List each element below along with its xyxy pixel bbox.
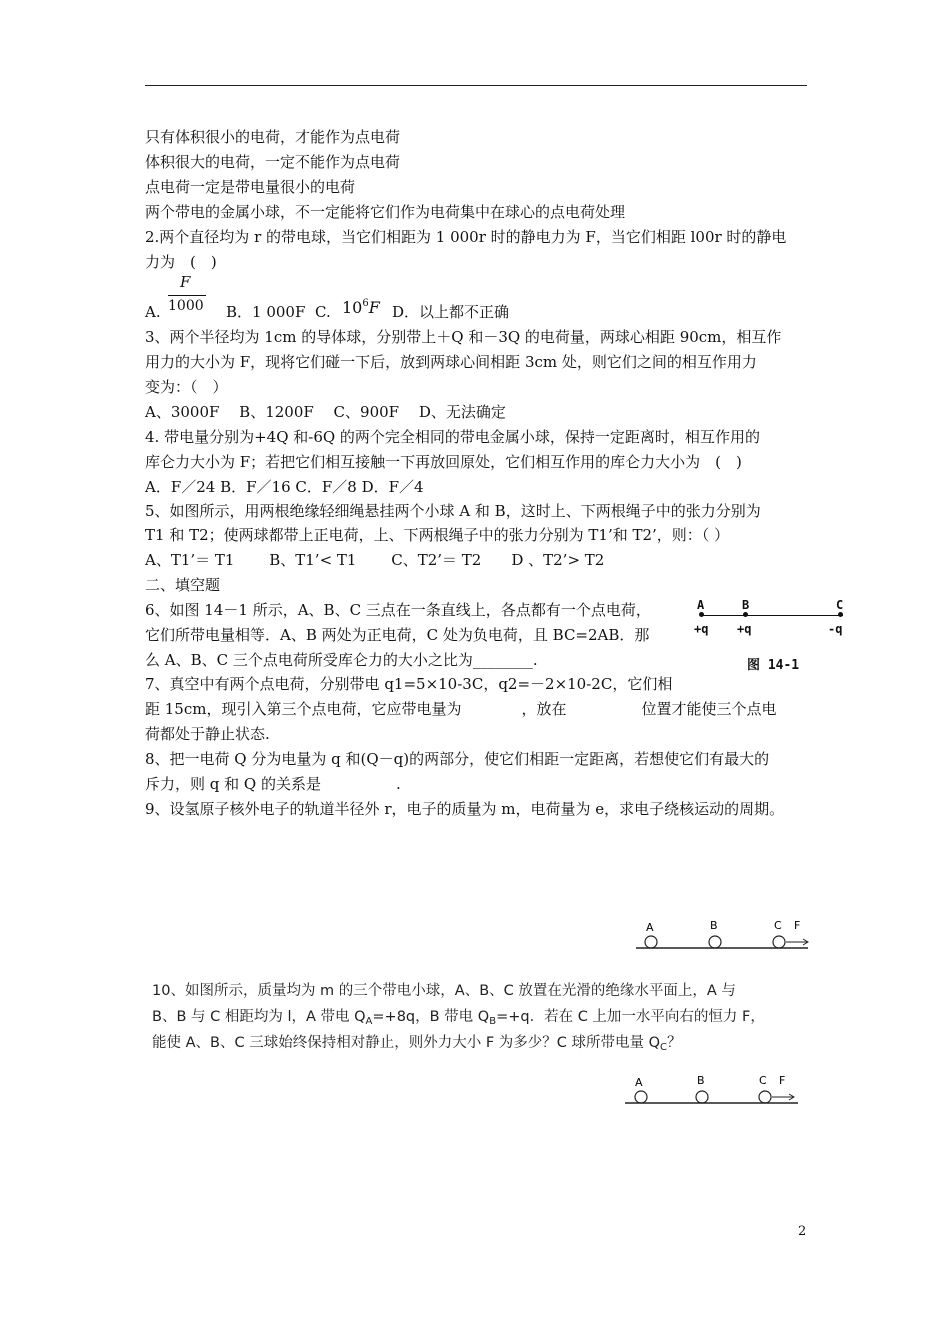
three-balls-figure-1 bbox=[630, 918, 820, 958]
header-rule bbox=[145, 85, 807, 86]
point-c-dot bbox=[838, 612, 843, 617]
q7-line-3: 荷都处于静止状态. bbox=[145, 725, 270, 743]
charge-c: -q bbox=[828, 622, 843, 636]
option-line-4: 两个带电的金属小球，不一定能将它们作为电荷集中在球心的点电荷处理 bbox=[145, 203, 626, 221]
q6-line-1: 6、如图 14－1 所示，A、B、C 三点在一条直线上，各点都有一个点电荷， bbox=[145, 601, 651, 619]
label-b: B bbox=[742, 598, 750, 612]
ball-label-b: B bbox=[710, 919, 718, 932]
figure-line bbox=[701, 615, 843, 616]
q10-line-1: 10、如图所示，质量均为 m 的三个带电小球，A、B、C 放置在光滑的绝缘水平面上，A 与 bbox=[152, 983, 736, 999]
q2-fraction-numerator: F bbox=[180, 273, 191, 291]
ball-label-c: C bbox=[774, 919, 782, 932]
point-a-dot bbox=[699, 612, 704, 617]
ball-b bbox=[709, 936, 721, 948]
q10-line-3 bbox=[152, 1030, 682, 1061]
q4-line-2: 库仑力大小为 F；若把它们相互接触一下再放回原处，它们相互作用的库仑力大小为 ( ) bbox=[145, 453, 742, 471]
option-line-2: 体积很大的电荷，一定不能作为点电荷 bbox=[145, 153, 401, 171]
q3-line-1: 3、两个半径均为 1cm 的导体球，分别带上＋Q 和－3Q 的电荷量，两球心相距 90cm，相互作 bbox=[145, 328, 782, 346]
charge-a: +q bbox=[694, 622, 709, 636]
three-balls-figure-2 bbox=[620, 1072, 815, 1112]
c-var: F bbox=[368, 298, 380, 317]
q10-line-2-mid: =+8q，B 带电 Q bbox=[372, 1009, 490, 1025]
ball-label-f: F bbox=[779, 1074, 786, 1087]
ball-b bbox=[696, 1091, 708, 1103]
q10-line-2-post: =+q．若在 C 上加一水平向右的恒力 F， bbox=[496, 1009, 765, 1025]
label-c: C bbox=[836, 598, 844, 612]
section-heading-fill-in: 二、填空题 bbox=[145, 576, 221, 594]
q5-options: A、T1’＝ T1 B、T1’< T1 C、T2’＝ T2 D 、T2’> T2 bbox=[145, 551, 605, 569]
sub-c: C bbox=[660, 1042, 668, 1053]
q2-option-b: B．1 000F bbox=[226, 303, 306, 321]
ball-c bbox=[773, 936, 785, 948]
c-exponent: 6 bbox=[362, 298, 369, 309]
sub-b: B bbox=[489, 1016, 497, 1027]
ball-label-b: B bbox=[697, 1074, 705, 1087]
q2-option-c-label: C. bbox=[315, 303, 331, 321]
q10-line-2-pre: B、B 与 C 相距均为 l，A 带电 Q bbox=[152, 1009, 366, 1025]
ball-label-c: C bbox=[759, 1074, 767, 1087]
q5-line-1: 5、如图所示，用两根绝缘轻细绳悬挂两个小球 A 和 B，这时上、下两根绳子中的张力分别为 bbox=[145, 502, 761, 520]
q2-option-a-label: A. bbox=[145, 303, 161, 321]
page-number: 2 bbox=[798, 1224, 807, 1239]
sub-a: A bbox=[365, 1016, 373, 1027]
option-line-1: 只有体积很小的电荷，才能作为点电荷 bbox=[145, 128, 401, 146]
figure-caption: 图 14-1 bbox=[747, 658, 800, 673]
q7-line-1: 7、真空中有两个点电荷，分别带电 q1=5×10-3C，q2=－2×10-2C，它们相 bbox=[145, 675, 673, 693]
q9-line: 9、设氢原子核外电子的轨道半径外 r，电子的质量为 m，电荷量为 e，求电子绕核运动的周期。 bbox=[145, 800, 785, 818]
ball-a bbox=[635, 1091, 647, 1103]
q3-line-2: 用力的大小为 F，现将它们碰一下后，放到两球心间相距 3cm 处，则它们之间的相互作用力 bbox=[145, 353, 757, 371]
q3-line-3: 变为：（ ） bbox=[145, 378, 228, 396]
option-line-3: 点电荷一定是带电量很小的电荷 bbox=[145, 178, 356, 196]
q2-option-c-expr bbox=[342, 294, 380, 318]
q6-line-3: 么 A、B、C 三个点电荷所受库仑力的大小之比为________. bbox=[145, 651, 538, 669]
q10-line-3-pre: 能使 A、B、C 三球始终保持相对静止，则外力大小 F 为多少？C 球所带电量 Q bbox=[152, 1035, 661, 1051]
ball-label-a: A bbox=[646, 921, 654, 934]
ball-label-a: A bbox=[635, 1076, 643, 1089]
ball-label-f: F bbox=[794, 919, 801, 932]
q8-line-1: 8、把一电荷 Q 分为电量为 q 和(Q－q)的两部分，使它们相距一定距离，若想使它们有最大的 bbox=[145, 750, 770, 768]
ball-c bbox=[759, 1091, 771, 1103]
ball-a bbox=[645, 936, 657, 948]
q5-line-2: T1 和 T2；使两球都带上正电荷，上、下两根绳子中的张力分别为 T1’和 T2’，则：（ ） bbox=[145, 526, 730, 544]
q2-line-2: 力为 ( ) bbox=[145, 253, 217, 271]
q2-fraction-denominator: 1000 bbox=[168, 298, 204, 314]
q4-options: A．F／24 B．F／16 C．F／8 D．F／4 bbox=[145, 478, 424, 496]
q2-line-1: 2.两个直径均为 r 的带电球，当它们相距为 1 000r 时的静电力为 F，当它们相距 l00r 时的静电 bbox=[145, 228, 787, 246]
q7-line-2: 距 15cm，现引入第三个点电荷，它应带电量为 ，放在 位置才能使三个点电 bbox=[145, 700, 777, 718]
label-a: A bbox=[697, 598, 705, 612]
c-base: 10 bbox=[342, 298, 363, 317]
q4-line-1: 4. 带电量分别为+4Q 和-6Q 的两个完全相同的带电金属小球，保持一定距离时，相互作用的 bbox=[145, 428, 760, 446]
q3-options: A、3000F B、1200F C、900F D、无法确定 bbox=[145, 403, 506, 421]
q2-option-d: D．以上都不正确 bbox=[392, 303, 510, 321]
charge-b: +q bbox=[737, 622, 752, 636]
q10-line-3-post: ？ bbox=[667, 1035, 682, 1051]
q6-line-2: 它们所带电量相等．A、B 两处为正电荷，C 处为负电荷，且 BC=2AB．那 bbox=[145, 626, 650, 644]
q8-line-2: 斥力，则 q 和 Q 的关系是 . bbox=[145, 775, 401, 793]
point-b-dot bbox=[743, 612, 748, 617]
